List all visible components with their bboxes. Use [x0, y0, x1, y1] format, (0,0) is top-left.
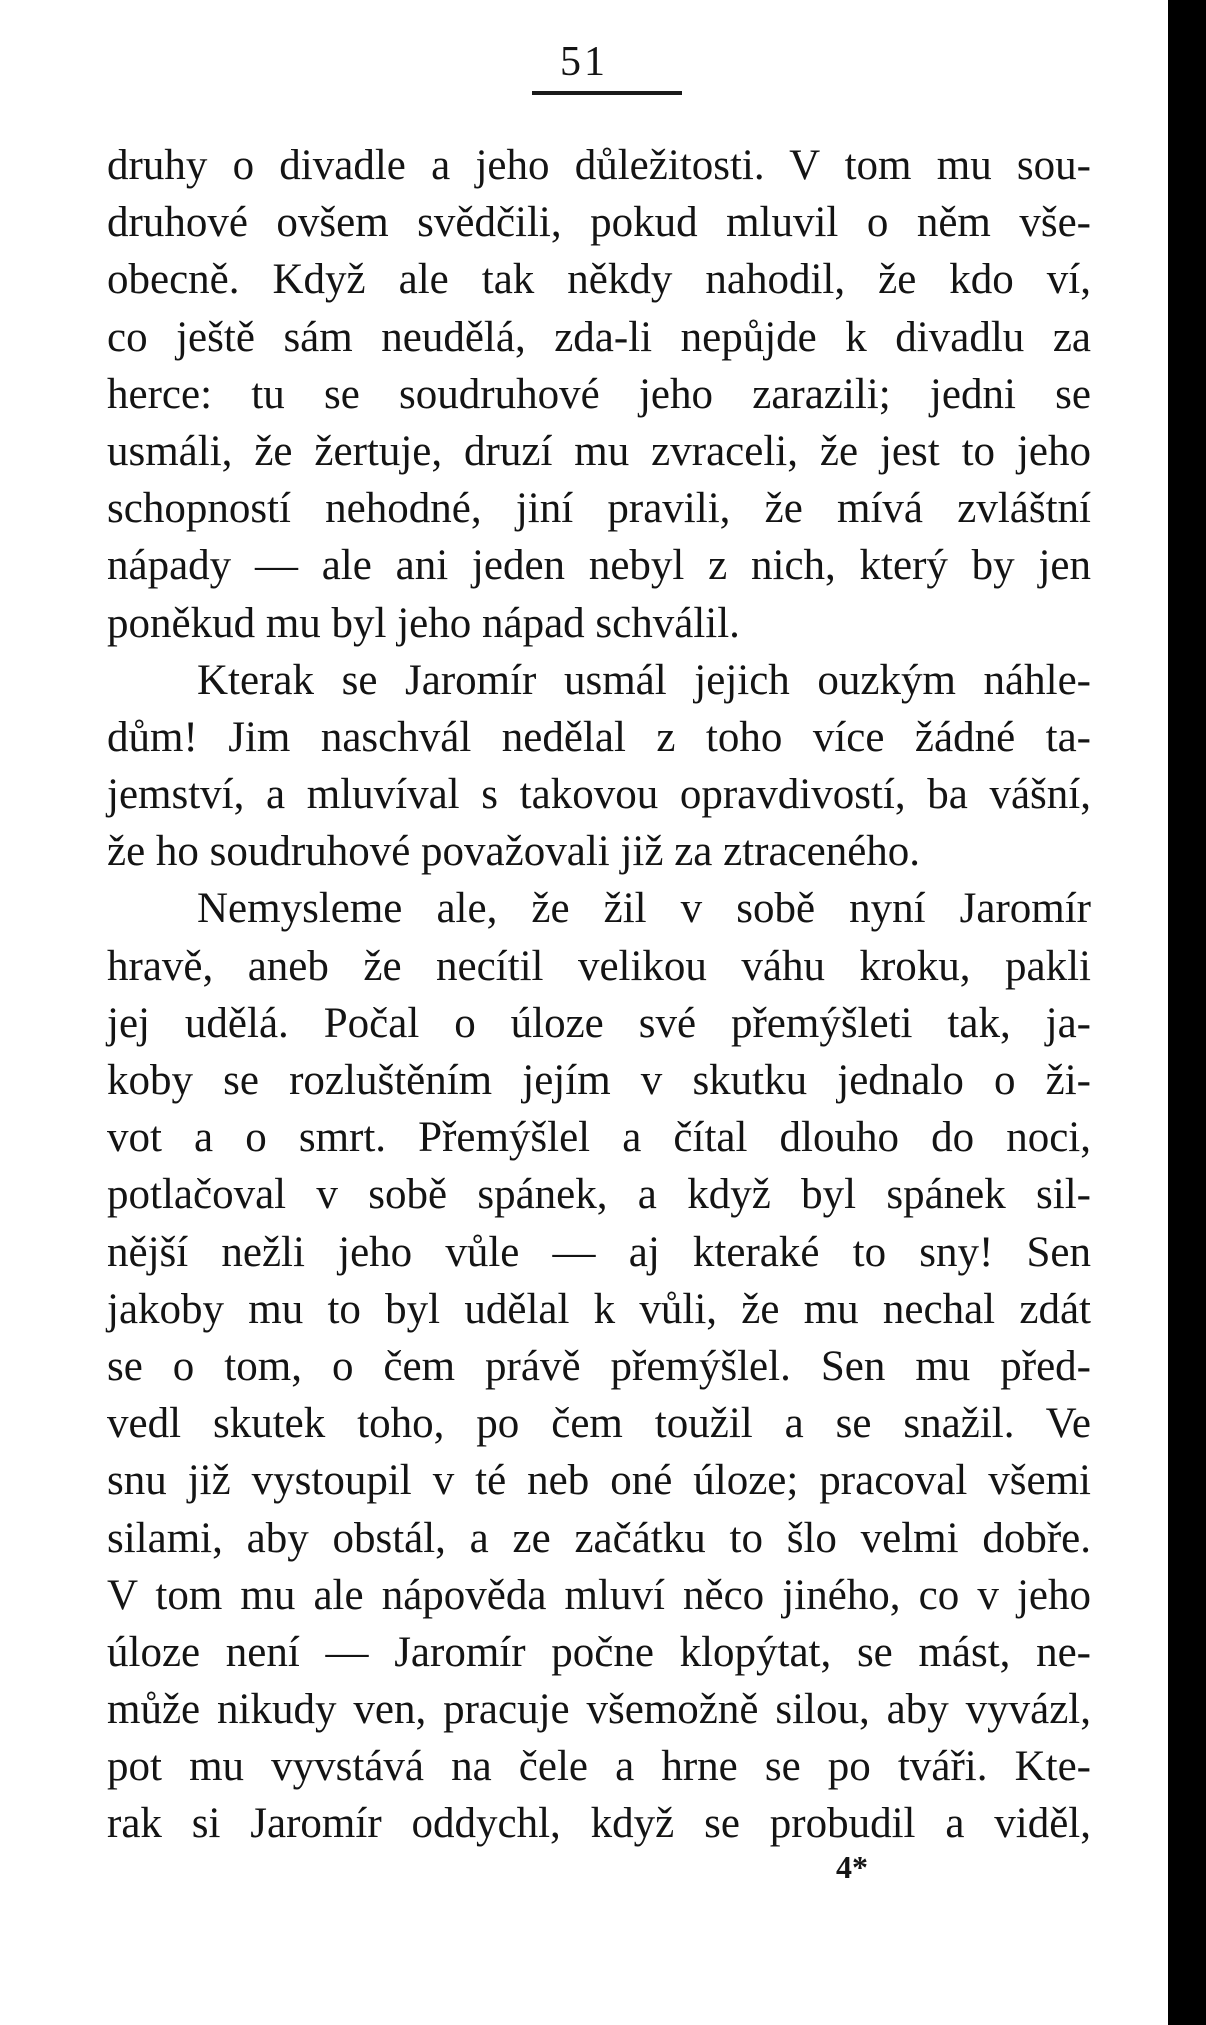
text-line: vot a o smrt. Přemýšlel a čítal dlouho do noci,	[107, 1114, 1091, 1162]
text-line: druhy o divadle a jeho důležitosti. V tom mu sou-	[107, 142, 1091, 189]
text-line: jakoby mu to byl udělal k vůli, že mu nechal zdát	[107, 1285, 1091, 1333]
text-line: hravě, aneb že necítil velikou váhu kroku, pakli	[107, 942, 1091, 990]
text-line: vedl skutek toho, po čem toužil a se snažil. Ve	[107, 1400, 1091, 1448]
scan-edge	[1168, 0, 1206, 2025]
text-line: nější nežli jeho vůle — aj kteraké to sny! Sen	[107, 1228, 1091, 1276]
text-line: obecně. Když ale tak někdy nahodil, že kdo ví,	[107, 256, 1091, 304]
text-line: rak si Jaromír oddychl, když se probudil a viděl,	[107, 1800, 1091, 1848]
text-line: se o tom, o čem právě přemýšlel. Sen mu před-	[107, 1342, 1091, 1390]
text-line: Kterak se Jaromír usmál jejich ouzkým náhle-	[197, 656, 1091, 704]
text-line: poněkud mu byl jeho nápad schválil.	[107, 599, 740, 647]
text-line: druhové ovšem svědčili, pokud mluvil o něm vše-	[107, 199, 1091, 247]
text-line: usmáli, že žertuje, druzí mu zvraceli, že jest to jeho	[107, 427, 1091, 475]
text-line: pot mu vyvstává na čele a hrne se po tváři. Kte-	[107, 1743, 1091, 1791]
page-number: 51	[560, 39, 608, 85]
body-text	[107, 137, 1091, 1853]
signature-mark: 4*	[836, 1849, 868, 1885]
text-line: dům! Jim naschvál nedělal z toho více žádné ta-	[107, 713, 1091, 761]
text-line: jemství, a mluvíval s takovou opravdivostí, ba vášní,	[107, 771, 1091, 819]
text-line: může nikudy ven, pracuje všemožně silou, aby vyvázl,	[107, 1686, 1091, 1734]
text-line: potlačoval v sobě spánek, a když byl spánek sil-	[107, 1171, 1091, 1219]
text-line: úloze není — Jaromír počne klopýtat, se mást, ne-	[107, 1628, 1091, 1676]
text-line: jej udělá. Počal o úloze své přemýšleti tak, ja-	[107, 999, 1091, 1047]
text-line: že ho soudruhové považovali již za ztraceného.	[107, 828, 921, 876]
text-line: co ještě sám neudělá, zda-li nepůjde k divadlu za	[107, 313, 1091, 361]
text-line: V tom mu ale nápověda mluví něco jiného, co v jeho	[107, 1571, 1091, 1619]
text-line: snu již vystoupil v té neb oné úloze; pracoval všemi	[107, 1457, 1091, 1505]
page-header	[0, 38, 1168, 86]
text-line: herce: tu se soudruhové jeho zarazili; jedni se	[107, 370, 1091, 418]
header-rule	[532, 91, 682, 95]
text-line: koby se rozluštěním jejím v skutku jednalo o ži-	[107, 1057, 1091, 1104]
text-line: nápady — ale ani jeden nebyl z nich, který by jen	[107, 542, 1091, 590]
text-line: schopností nehodné, jiní pravili, že mívá zvláštní	[107, 485, 1091, 533]
text-line: silami, aby obstál, a ze začátku to šlo velmi dobře.	[107, 1514, 1091, 1562]
text-line: Nemysleme ale, že žil v sobě nyní Jaromír	[197, 885, 1091, 933]
